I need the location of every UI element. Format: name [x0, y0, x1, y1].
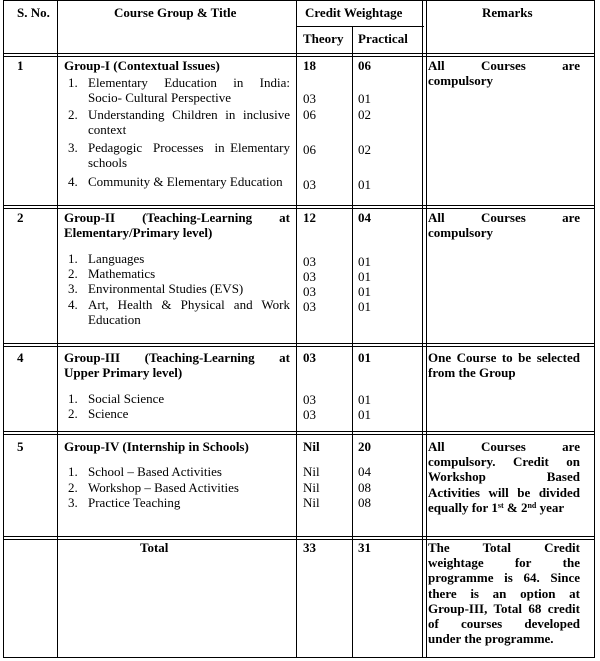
item-practical: 01 [358, 407, 371, 422]
item-theory: 03 [303, 91, 316, 106]
list-item: Community & Elementary Education [88, 174, 283, 189]
remarks-line: compulsory [428, 73, 493, 89]
group-theory: 03 [303, 350, 316, 365]
list-item-number: 3. [68, 140, 78, 155]
remarks-line: equally for 1st & 2nd year [428, 499, 565, 515]
remarks-line: Activities will be divided [428, 484, 580, 500]
item-theory: 06 [303, 107, 316, 122]
item-practical: 01 [358, 299, 371, 314]
list-item-number: 4. [68, 297, 78, 312]
group-sno: 4 [17, 350, 24, 365]
item-practical: 01 [358, 91, 371, 106]
total-remarks [428, 540, 580, 646]
item-practical: 01 [358, 177, 371, 192]
remarks-line: under the programme. [428, 631, 554, 647]
total-label: Total [140, 540, 169, 555]
remarks-line: All Courses are [428, 439, 580, 454]
list-item-number: 1. [68, 251, 78, 266]
item-practical: 01 [358, 254, 371, 269]
list-item: Pedagogic Processes in Elementary schools [88, 140, 290, 170]
group-title: Group-II (Teaching-Learning at Elementary/Primary level) [64, 210, 290, 240]
header-sno: S. No. [17, 5, 50, 20]
group-practical: 20 [358, 439, 371, 454]
item-practical: 04 [358, 464, 371, 479]
remarks-line: programme is 64. Since [428, 570, 580, 586]
remarks-line: compulsory. Credit on [428, 454, 580, 470]
remarks-line: there is an option at [428, 585, 580, 601]
group-title: Group-I (Contextual Issues) [64, 58, 220, 73]
item-theory: 03 [303, 177, 316, 192]
col-divider [296, 1, 297, 657]
group-remarks [428, 58, 580, 88]
list-item: Social Science [88, 391, 165, 406]
group-theory: Nil [303, 439, 320, 454]
item-practical: 02 [358, 142, 371, 157]
group-theory: 12 [303, 210, 316, 225]
list-item: Environmental Studies (EVS) [88, 281, 244, 296]
remarks-line: weightage for the [428, 555, 580, 571]
remarks-line: All Courses are [428, 58, 580, 73]
item-practical: 02 [358, 107, 371, 122]
row-divider [296, 26, 424, 27]
group-title: Group-IV (Internship in Schools) [64, 439, 249, 454]
item-theory: 03 [303, 299, 316, 314]
row-divider [4, 205, 594, 209]
col-divider [426, 1, 427, 657]
remarks-line: compulsory [428, 225, 493, 241]
total-theory: 33 [303, 540, 316, 555]
item-theory: 03 [303, 392, 316, 407]
remarks-line: from the Group [428, 365, 516, 381]
row-divider [4, 431, 594, 435]
item-theory: Nil [303, 495, 320, 510]
group-remarks [428, 439, 580, 515]
remarks-line: Group-III, Total 68 credit [428, 600, 580, 616]
list-item: Mathematics [88, 266, 156, 281]
item-theory: Nil [303, 480, 320, 495]
remarks-line: One Course to be selected [428, 350, 580, 365]
list-item: School – Based Activities [88, 464, 222, 479]
row-divider [4, 343, 594, 347]
col-divider [57, 1, 58, 657]
header-practical: Practical [358, 31, 408, 46]
group-practical: 06 [358, 58, 371, 73]
list-item: Practice Teaching [88, 495, 181, 510]
list-item: Science [88, 406, 129, 421]
item-theory: 03 [303, 269, 316, 284]
col-divider [352, 27, 353, 657]
item-theory: 03 [303, 407, 316, 422]
list-item: Workshop – Based Activities [88, 480, 239, 495]
list-item-number: 1. [68, 391, 78, 406]
list-item-number: 3. [68, 495, 78, 510]
list-item-number: 2. [68, 406, 78, 421]
total-practical: 31 [358, 540, 371, 555]
group-title: Group-III (Teaching-Learning at Upper Primary level) [64, 350, 290, 380]
remarks-line: Workshop Based [428, 469, 580, 485]
header-theory: Theory [303, 31, 344, 46]
list-item-number: 3. [68, 281, 78, 296]
item-theory: 03 [303, 284, 316, 299]
group-sno: 5 [17, 439, 24, 454]
item-practical: 08 [358, 480, 371, 495]
header-credit: Credit Weightage [305, 5, 403, 20]
item-theory: 03 [303, 254, 316, 269]
list-item-number: 2. [68, 107, 78, 122]
col-divider [422, 1, 423, 657]
list-item-number: 2. [68, 266, 78, 281]
item-practical: 08 [358, 495, 371, 510]
group-practical: 04 [358, 210, 371, 225]
item-practical: 01 [358, 269, 371, 284]
list-item-number: 2. [68, 480, 78, 495]
list-item: Understanding Children in inclusive context [88, 107, 290, 137]
list-item-number: 4. [68, 174, 78, 189]
header-remarks: Remarks [482, 5, 533, 20]
list-item-number: 1. [68, 464, 78, 479]
remarks-line: The Total Credit [428, 540, 580, 555]
remarks-line: All Courses are [428, 210, 580, 225]
item-practical: 01 [358, 392, 371, 407]
list-item: Art, Health & Physical and Work Education [88, 297, 290, 327]
group-theory: 18 [303, 58, 316, 73]
remarks-line: of courses developed [428, 615, 580, 631]
list-item-number: 1. [68, 75, 78, 90]
item-theory: Nil [303, 464, 320, 479]
group-practical: 01 [358, 350, 371, 365]
group-sno: 2 [17, 210, 24, 225]
item-practical: 01 [358, 284, 371, 299]
list-item: Elementary Education in India: Socio- Cultural Perspective [88, 75, 290, 105]
row-divider [4, 53, 594, 57]
group-remarks [428, 350, 580, 380]
item-theory: 06 [303, 142, 316, 157]
group-remarks [428, 210, 580, 240]
header-course: Course Group & Title [114, 5, 237, 20]
group-sno: 1 [17, 58, 24, 73]
list-item: Languages [88, 251, 145, 266]
